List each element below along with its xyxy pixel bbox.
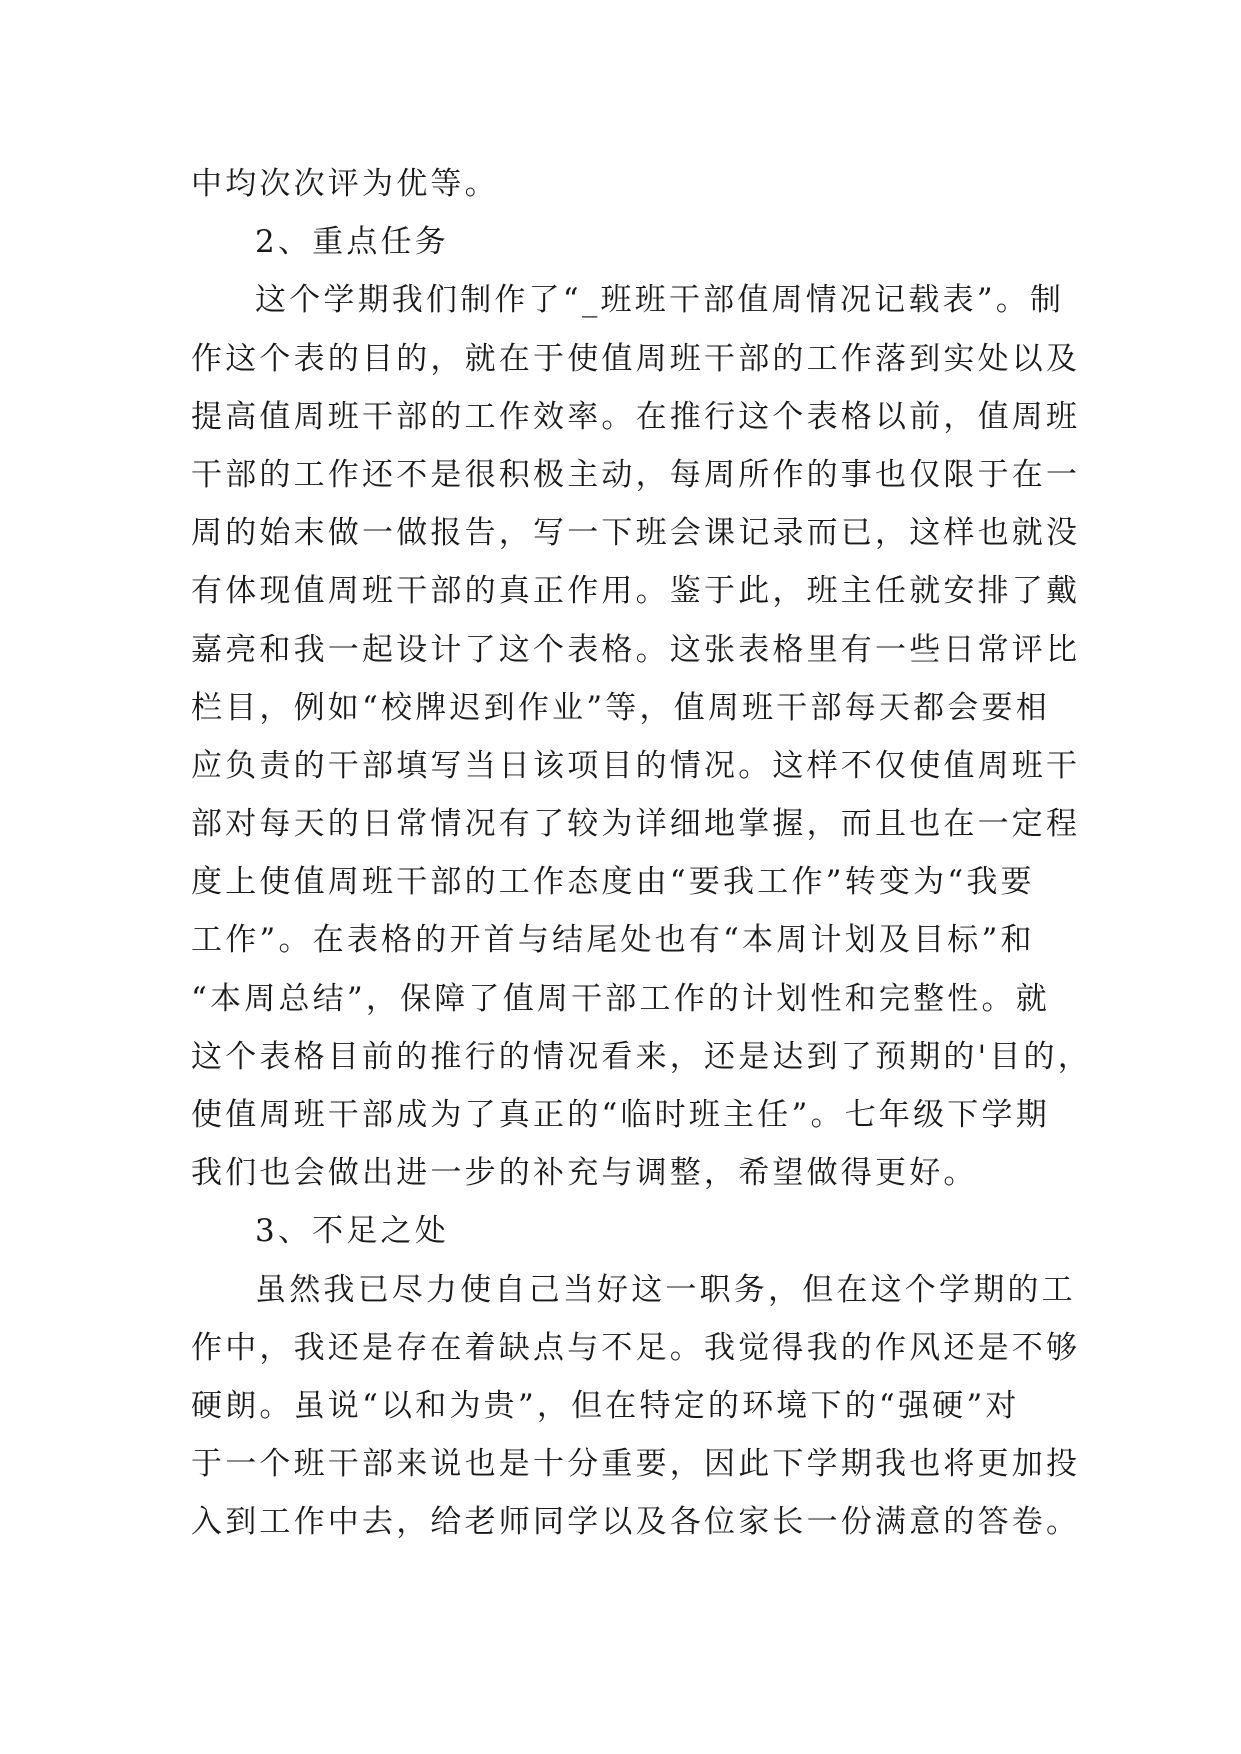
- text-line: 周的始末做一做报告，写一下班会课记录而已，这样也就没: [191, 515, 1081, 552]
- section-heading-shortcomings: [191, 1202, 1071, 1260]
- paragraph-continuation: [191, 155, 1071, 213]
- heading-text: 2、重点任务: [255, 224, 449, 261]
- text-line: 这个表格目前的推行的情况看来，还是达到了预期的'目的，: [191, 1038, 1092, 1075]
- text-line: 于一个班干部来说也是十分重要，因此下学期我也将更加投: [191, 1446, 1081, 1483]
- text-line: 我们也会做出进一步的补充与调整，希望做得更好。: [191, 1155, 978, 1192]
- paragraph-key-tasks: [191, 271, 1092, 1202]
- text-line: 硬朗。虽说“以和为贵”，但在特定的环境下的“强硬”对: [191, 1387, 1020, 1424]
- text-line: 干部的工作还不是很积极主动，每周所作的事也仅限于在一: [191, 456, 1081, 493]
- text-line: 这个学期我们制作了“_班班干部值周情况记载表”。制: [255, 282, 1065, 319]
- text-line: 度上使值周班干部的工作态度由“要我工作”转变为“我要: [191, 864, 1035, 901]
- section-heading-key-tasks: [191, 213, 1071, 271]
- heading-text: 3、不足之处: [255, 1213, 449, 1250]
- text-line: 中均次次评为优等。: [191, 166, 499, 202]
- text-line: 嘉亮和我一起设计了这个表格。这张表格里有一些日常评比: [191, 631, 1081, 668]
- text-line: 部对每天的日常情况有了较为详细地掌握，而且也在一定程: [191, 806, 1081, 843]
- text-line: 虽然我已尽力使自己当好这一职务，但在这个学期的工: [255, 1271, 1076, 1308]
- paragraph-shortcomings: [191, 1261, 1081, 1552]
- text-line: 栏目，例如“校牌迟到作业”等，值周班干部每天都会要相: [191, 689, 1050, 726]
- text-line: 作中，我还是存在着缺点与不足。我觉得我的作风还是不够: [191, 1329, 1081, 1366]
- text-line: 使值周班干部成为了真正的“临时班主任”。七年级下学期: [191, 1097, 1050, 1133]
- text-line: 有体现值周班干部的真正作用。鉴于此，班主任就安排了戴: [191, 573, 1081, 610]
- text-line: “本周总结”，保障了值周干部工作的计划性和完整性。就: [191, 980, 1050, 1017]
- text-line: 作这个表的目的，就在于使值周班干部的工作落到实处以及: [191, 340, 1081, 377]
- text-line: 应负责的干部填写当日该项目的情况。这样不仅使值周班干: [191, 747, 1081, 784]
- text-line: 工作”。在表格的开首与结尾处也有“本周计划及目标”和: [191, 922, 1035, 959]
- document-body: [191, 155, 1092, 1552]
- text-line: 入到工作中去，给老师同学以及各位家长一份满意的答卷。: [191, 1504, 1081, 1541]
- text-line: 提高值周班干部的工作效率。在推行这个表格以前，值周班: [191, 398, 1081, 435]
